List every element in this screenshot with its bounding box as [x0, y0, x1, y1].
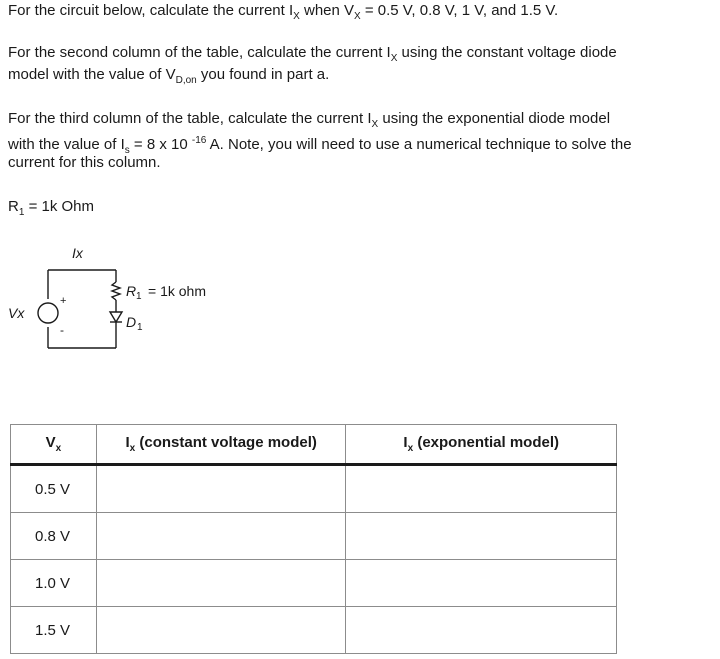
- exponential-model-cell[interactable]: [346, 465, 617, 513]
- r1-value-text: $R_1 = 1k$ Ohm: [8, 198, 95, 218]
- table-header-row: [11, 425, 617, 465]
- table-row: [11, 513, 617, 560]
- header-constant-model: $I_x$ (constant voltage model): [96, 425, 346, 465]
- table-row: [11, 465, 617, 513]
- vx-cell: 0.8 V: [11, 513, 97, 560]
- voltage-source-vx: [38, 303, 58, 323]
- r1-label: R: [126, 283, 137, 299]
- results-table: [10, 424, 617, 654]
- vx-cell: 0.5 V: [11, 465, 97, 513]
- constant-model-cell[interactable]: [96, 465, 346, 513]
- question-1: For the circuit below, calculate the current $I_X$ when $V_X = 0.5$ V, 0.8 V, 1 V, and 1.5 V.: [8, 2, 559, 22]
- vx-cell: 1.5 V: [11, 607, 97, 654]
- r1-label-sub: 1: [136, 291, 142, 302]
- question-2-line-1: For the second column of the table, calculate the current $I_X$ using the constant voltage diode: [8, 44, 617, 64]
- resistor-r1: [112, 282, 120, 300]
- header-vx: $V_x$: [11, 425, 97, 465]
- question-3-line-2: with the value of $I_s = 8$ x 10 $^{-16}$ A. Note, you will need to use a numerical technique to solve the: [8, 135, 632, 156]
- exponential-model-cell[interactable]: [346, 513, 617, 560]
- circuit-diagram: [8, 242, 248, 362]
- table-row: [11, 560, 617, 607]
- constant-model-cell[interactable]: [96, 607, 346, 654]
- table-row: [11, 607, 617, 654]
- r1-value: = 1k ohm: [148, 283, 206, 299]
- question-3-line-1: For the third column of the table, calculate the current $I_X$ using the exponential diode model: [8, 110, 611, 130]
- vx-cell: 1.0 V: [11, 560, 97, 607]
- vx-label: Vx: [8, 305, 25, 321]
- exponential-model-cell[interactable]: [346, 607, 617, 654]
- plus-sign: +: [60, 295, 67, 307]
- constant-model-cell[interactable]: [96, 560, 346, 607]
- diode-d1: [110, 312, 122, 322]
- ix-label: Ix: [72, 245, 83, 261]
- question-2-line-2: model with the value of $V_{D,on}$ you found in part a.: [8, 66, 330, 86]
- minus-sign: -: [60, 323, 64, 337]
- d1-label: D: [126, 314, 137, 330]
- question-3-line-3: current for this column.: [8, 154, 161, 171]
- constant-model-cell[interactable]: [96, 513, 346, 560]
- d1-label-sub: 1: [137, 322, 143, 333]
- header-exponential-model: $I_x$ (exponential model): [346, 425, 617, 465]
- exponential-model-cell[interactable]: [346, 560, 617, 607]
